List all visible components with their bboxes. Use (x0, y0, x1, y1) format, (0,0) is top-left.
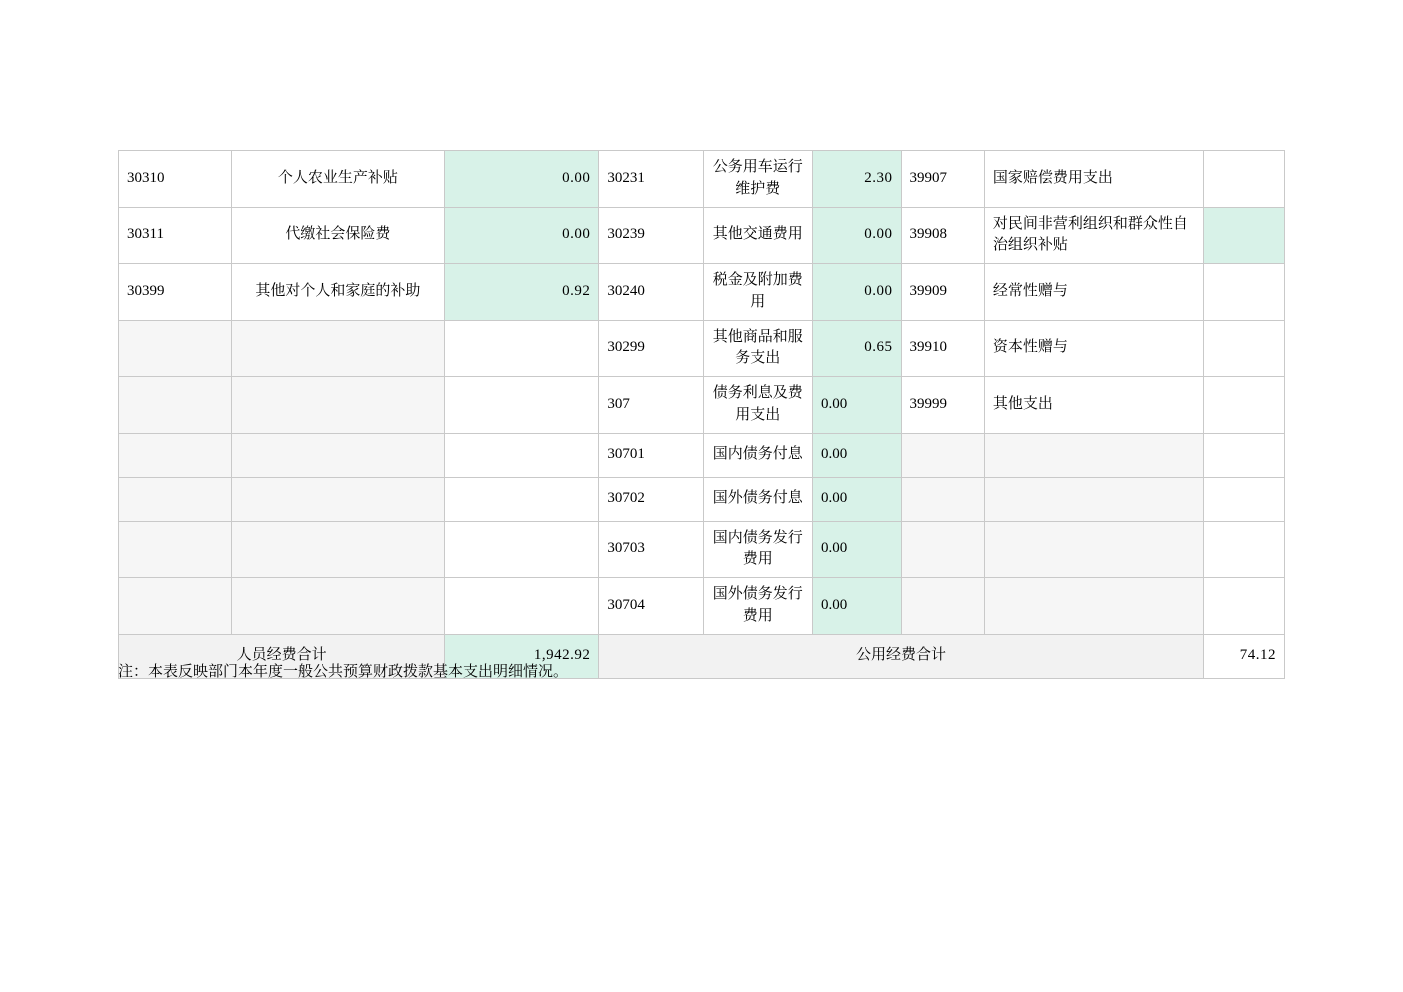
left-name: 个人农业生产补贴 (231, 151, 445, 208)
mid-value: 0.00 (812, 433, 901, 477)
left-code (119, 477, 232, 521)
mid-code: 307 (599, 377, 703, 434)
left-code (119, 578, 232, 635)
mid-value: 0.00 (812, 207, 901, 264)
left-name (231, 578, 445, 635)
right-value (1203, 151, 1284, 208)
personnel-total-label: 人员经费合计 (119, 634, 445, 678)
left-name (231, 477, 445, 521)
left-name (231, 521, 445, 578)
left-value (445, 320, 599, 377)
mid-value: 0.00 (812, 477, 901, 521)
mid-value: 0.00 (812, 521, 901, 578)
mid-name: 国内债务付息 (703, 433, 812, 477)
budget-detail-table-container (118, 150, 1285, 679)
table-row (119, 207, 1285, 264)
mid-name: 税金及附加费用 (703, 264, 812, 321)
right-name (984, 578, 1203, 635)
left-name: 代缴社会保险费 (231, 207, 445, 264)
mid-value: 0.65 (812, 320, 901, 377)
right-name: 其他支出 (984, 377, 1203, 434)
right-code (901, 477, 984, 521)
right-name (984, 521, 1203, 578)
public-total-label: 公用经费合计 (599, 634, 1203, 678)
table-row (119, 320, 1285, 377)
left-value (445, 578, 599, 635)
mid-code: 30231 (599, 151, 703, 208)
left-value (445, 477, 599, 521)
mid-name: 其他商品和服务支出 (703, 320, 812, 377)
mid-code: 30702 (599, 477, 703, 521)
mid-code: 30239 (599, 207, 703, 264)
right-value (1203, 477, 1284, 521)
left-code (119, 433, 232, 477)
right-name: 经常性赠与 (984, 264, 1203, 321)
left-value (445, 377, 599, 434)
mid-name: 国外债务付息 (703, 477, 812, 521)
left-value (445, 433, 599, 477)
right-code: 39908 (901, 207, 984, 264)
right-value (1203, 377, 1284, 434)
right-name: 资本性赠与 (984, 320, 1203, 377)
mid-code: 30240 (599, 264, 703, 321)
left-name: 其他对个人和家庭的补助 (231, 264, 445, 321)
mid-value: 0.00 (812, 264, 901, 321)
left-name (231, 377, 445, 434)
right-name (984, 477, 1203, 521)
mid-code: 30703 (599, 521, 703, 578)
left-code: 30311 (119, 207, 232, 264)
table-row (119, 521, 1285, 578)
right-code (901, 578, 984, 635)
right-value (1203, 320, 1284, 377)
personnel-total-value: 1,942.92 (445, 634, 599, 678)
left-value (445, 521, 599, 578)
mid-code: 30299 (599, 320, 703, 377)
public-total-value: 74.12 (1203, 634, 1284, 678)
table-row (119, 151, 1285, 208)
right-code: 39910 (901, 320, 984, 377)
table-row (119, 433, 1285, 477)
mid-name: 其他交通费用 (703, 207, 812, 264)
mid-code: 30704 (599, 578, 703, 635)
right-value (1203, 433, 1284, 477)
table-row (119, 377, 1285, 434)
left-code (119, 521, 232, 578)
left-value: 0.00 (445, 151, 599, 208)
left-value: 0.00 (445, 207, 599, 264)
right-code: 39907 (901, 151, 984, 208)
left-code: 30399 (119, 264, 232, 321)
right-value (1203, 521, 1284, 578)
mid-value: 2.30 (812, 151, 901, 208)
budget-detail-table (118, 150, 1285, 679)
left-name (231, 433, 445, 477)
mid-name: 债务利息及费用支出 (703, 377, 812, 434)
left-code (119, 320, 232, 377)
left-code: 30310 (119, 151, 232, 208)
right-code: 39909 (901, 264, 984, 321)
mid-code: 30701 (599, 433, 703, 477)
right-code: 39999 (901, 377, 984, 434)
right-name: 对民间非营利组织和群众性自治组织补贴 (984, 207, 1203, 264)
left-code (119, 377, 232, 434)
right-code (901, 433, 984, 477)
mid-name: 国外债务发行费用 (703, 578, 812, 635)
table-row (119, 264, 1285, 321)
mid-name: 公务用车运行维护费 (703, 151, 812, 208)
right-value (1203, 578, 1284, 635)
left-value: 0.92 (445, 264, 599, 321)
right-value (1203, 264, 1284, 321)
table-row (119, 477, 1285, 521)
mid-name: 国内债务发行费用 (703, 521, 812, 578)
table-row (119, 578, 1285, 635)
right-name (984, 433, 1203, 477)
table-note: 注：本表反映部门本年度一般公共预算财政拨款基本支出明细情况。 (118, 664, 569, 680)
mid-value: 0.00 (812, 578, 901, 635)
left-name (231, 320, 445, 377)
right-code (901, 521, 984, 578)
right-name: 国家赔偿费用支出 (984, 151, 1203, 208)
table-body (119, 151, 1285, 679)
right-value (1203, 207, 1284, 264)
mid-value: 0.00 (812, 377, 901, 434)
